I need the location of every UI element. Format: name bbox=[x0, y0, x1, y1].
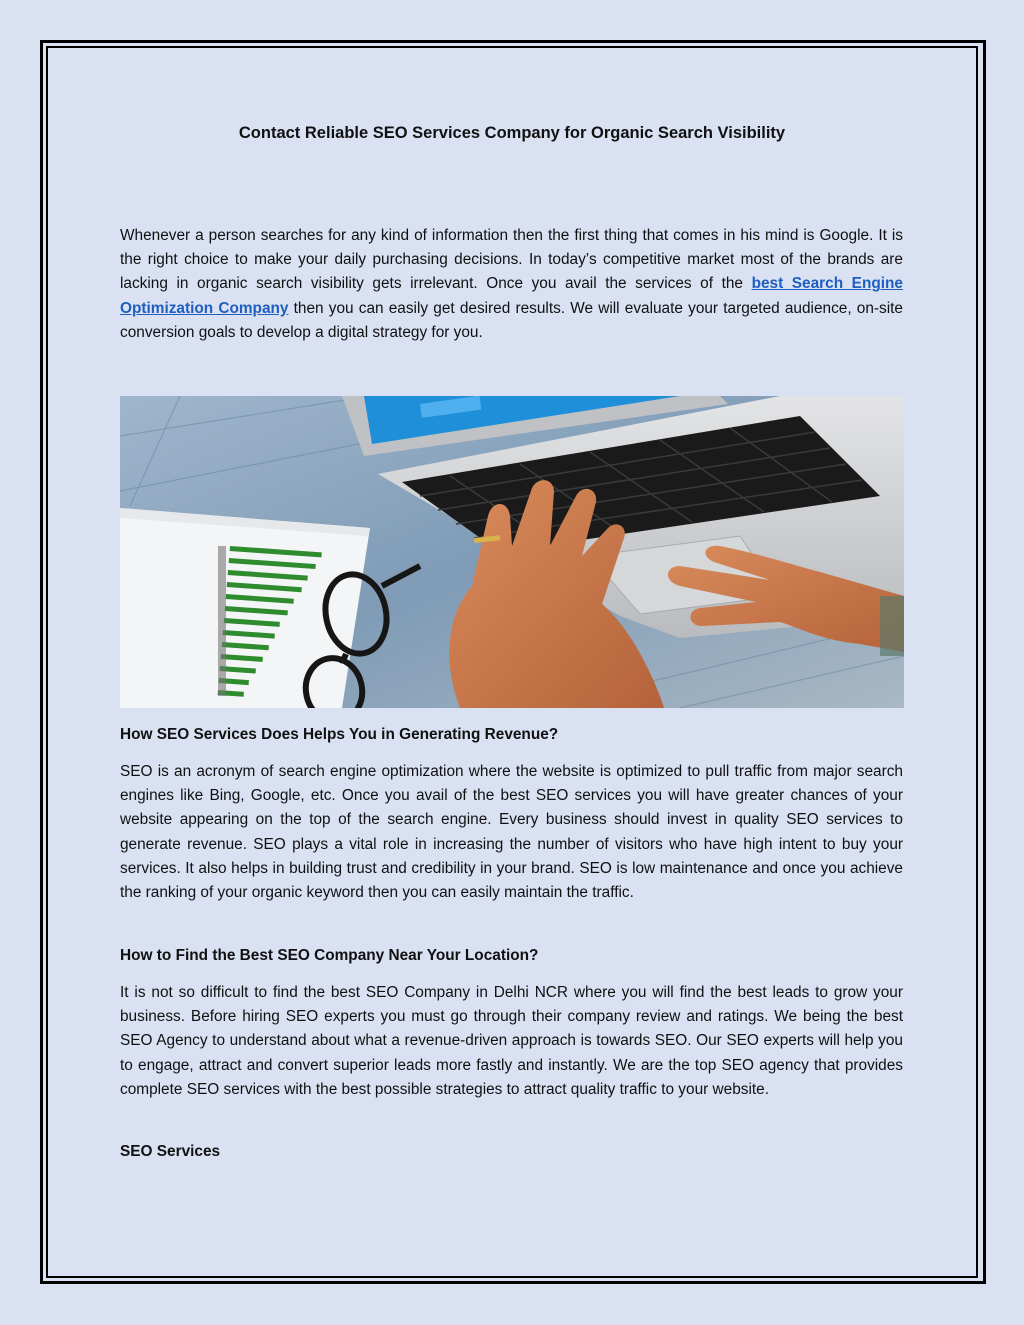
section-paragraph-revenue: SEO is an acronym of search engine optimization where the website is optimized to pull traffic from major search engines like Bing, Google, etc. Once you avail of the best SEO services you will have greater chances of your website appearing on the top of the search engine. Every business should invest in quality SEO services to generate revenue. SEO plays a vital role in increasing the number of visitors who have high intent to buy your services. It also helps in building trust and credibility in your brand. SEO is low maintenance and once you achieve the ranking of your organic keyword then you can easily maintain the traffic. bbox=[120, 763, 903, 902]
laptop-photo bbox=[120, 396, 904, 708]
intro-text-before: Whenever a person searches for any kind of information then the first thing that comes in his mind is Google. It is the right choice to make your daily purchasing decisions. In today’s competitive market most of the brands are lacking in organic search visibility gets irrelevant. Once you avail the services of the bbox=[120, 227, 903, 293]
section-heading-revenue: How SEO Services Does Helps You in Generating Revenue? bbox=[120, 726, 559, 743]
document-title: Contact Reliable SEO Services Company for Organic Search Visibility bbox=[238, 124, 786, 142]
intro-text-after: then you can easily get desired results. We will evaluate your targeted audience, on-site conversion goals to develop a digital strategy for you. bbox=[120, 299, 903, 341]
section-paragraph-find-company: It is not so difficult to find the best SEO Company in Delhi NCR where you will find the best leads to grow your business. Before hiring SEO experts you must go through their company review and ratings. We being the best SEO Agency to understand about what a revenue-driven approach is towards SEO. Our SEO experts will help you to engage, attract and convert superior leads more fastly and instantly. We are the top SEO agency that provides complete SEO services with the best possible strategies to attract quality traffic to your website. bbox=[120, 984, 903, 1098]
intro-paragraph bbox=[120, 224, 903, 345]
section-heading-seo-services: SEO Services bbox=[120, 1143, 221, 1160]
section-heading-find-company: How to Find the Best SEO Company Near Your Location? bbox=[120, 947, 539, 964]
seo-company-link[interactable]: best Search Engine Optimization Company bbox=[120, 275, 903, 317]
